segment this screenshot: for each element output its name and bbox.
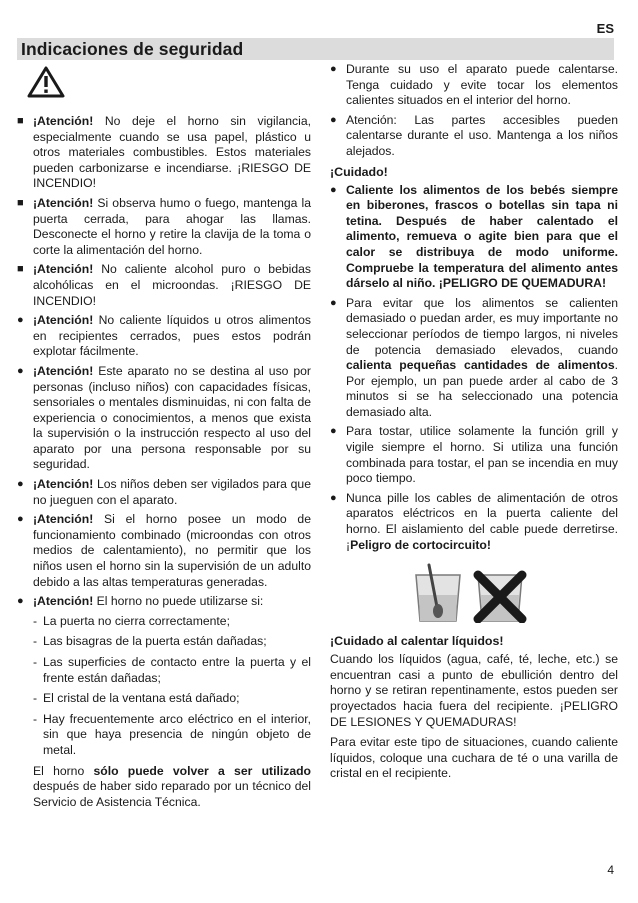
sub-list-item: - Hay frecuentemente arco eléctrico en el interior, sin que haya presencia de ningún objeto de metal. (33, 711, 311, 757)
page-title: Indicaciones de seguridad (21, 39, 244, 59)
round-bullet-icon: ● (17, 478, 24, 491)
round-bullet-icon: ● (17, 513, 24, 526)
section-header (17, 38, 614, 60)
round-bullet-icon: ● (330, 491, 337, 504)
square-bullet-icon: ■ (17, 196, 24, 209)
warning-triangle-icon (27, 66, 65, 98)
glass-crossed-out-icon (478, 575, 522, 621)
list-item: ■ ¡Atención! No caliente alcohol puro o bebidas alcohólicas en el microondas. ¡RIESGO DE INCENDIO! (17, 262, 311, 308)
sub-list-item: - El cristal de la ventana está dañado; (33, 691, 240, 706)
closing-paragraph: El horno sólo puede volver a ser utilizado después de haber sido reparado por un técnico del Servicio de Asistencia Técnica. (33, 763, 311, 809)
list-item: ● ¡Atención! Si el horno posee un modo de funcionamiento combinado (microondas con otros medios de calentamiento), no permitir que los niños usen el horno sin la supervisión de un adulto debido a las altas temperaturas generadas. (17, 512, 311, 589)
liquids-heading: ¡Cuidado al calentar líquidos! (330, 634, 504, 649)
round-bullet-icon: ● (330, 63, 337, 75)
list-item: ■ ¡Atención! Si observa humo o fuego, mantenga la puerta cerrada, para ahogar las llamas. Desconecte el horno y retire la clavija de la toma o corte la alimentación del horno. (17, 195, 311, 257)
cups-illustration (412, 561, 532, 623)
liquids-paragraph: Cuando los líquidos (agua, café, té, leche, etc.) se encuentran casi a punto de ebullición dentro del horno y se retiran repentinamente, estos pueden ser proyectados hacia fuera del recipiente. ¡PELIGRO DE LESIONES Y QUEMADURAS! (330, 652, 618, 729)
list-item: ● ¡Atención! Este aparato no se destina al uso por personas (incluso niños) con capacidades físicas, sensoriales o mentales disminuidas, ni con falta de experiencia o conocimientos, a menos que exista la supervisión o la instrucción respecto al uso del aparato por una persona responsable por su seguridad. (17, 363, 311, 472)
sub-list-item: - Las superficies de contacto entre la puerta y el frente están dañadas; (33, 655, 311, 685)
list-item: ● Nunca pille los cables de alimentación de otros aparatos eléctricos en la puerta caliente del horno. El aislamiento del cable puede derretirse. ¡Peligro de cortocircuito! (330, 490, 618, 552)
right-column (330, 62, 618, 787)
list-item: ■ ¡Atención! No deje el horno sin vigilancia, especialmente cuando se usa papel, plástico u otros materiales combustibles. Estos materiales pueden carbonizarse e incendiarse. ¡RIESGO DE INCENDIO! (17, 114, 311, 191)
list-item: ● ¡Atención! Los niños deben ser vigilados para que no jueguen con el aparato. (17, 477, 311, 507)
left-column (17, 64, 311, 810)
list-item: ● Caliente los alimentos de los bebés siempre en biberones, frascos o botellas sin tapa ni tetina. Después de haber calentado el alimento, remueva o agite bien para que el calor se distribuya de modo uniforme. Compruebe la temperatura del alimento antes dárselo al niño. ¡PELIGRO DE QUEMADURA! (330, 182, 618, 291)
round-bullet-icon: ● (17, 314, 24, 327)
square-bullet-icon: ■ (17, 115, 24, 127)
round-bullet-icon: ● (17, 595, 24, 608)
page-number: 4 (607, 863, 614, 877)
square-bullet-icon: ■ (17, 263, 24, 276)
list-item: ● Para tostar, utilice solamente la función grill y vigile siempre el horno. Si utiliza una función combinada para tostar, el pan se incendia en muy poco tiempo. (330, 424, 618, 486)
list-item: ● Durante su uso el aparato puede calentarse. Tenga cuidado y evite tocar los elementos calientes situados en el interior del horno. (330, 62, 618, 108)
round-bullet-icon: ● (17, 364, 24, 377)
sub-list-item: - Las bisagras de la puerta están dañadas; (33, 634, 267, 649)
liquids-paragraph: Para evitar este tipo de situaciones, cuando caliente líquidos, coloque una cuchara de té o una varilla de cristal en el recipiente. (330, 735, 618, 781)
list-item: ● ¡Atención! El horno no puede utilizarse si: (17, 594, 264, 609)
language-code: ES (596, 21, 614, 36)
list-item: ● Para evitar que los alimentos se calienten demasiado o puedan arder, es muy importante no seleccionar períodos de tiempo largos, ni niveles de potencia demasiado elevados, cuando calienta pequeñas cantidades de alimentos. Por ejemplo, un pan puede arder al cabo de 3 minutos si se ha seleccionado una potencia demasiado alta. (330, 295, 618, 419)
round-bullet-icon: ● (330, 113, 337, 126)
sub-list-item: - La puerta no cierra correctamente; (33, 613, 230, 628)
cuidado-heading: ¡Cuidado! (330, 164, 388, 179)
round-bullet-icon: ● (330, 425, 337, 438)
list-item: ● Atención: Las partes accesibles pueden calentarse durante el uso. Mantenga a los niños alejados. (330, 112, 618, 158)
list-item: ● ¡Atención! No caliente líquidos u otros alimentos en recipientes cerrados, pues estos podrán explotar fácilmente. (17, 313, 311, 359)
round-bullet-icon: ● (330, 183, 337, 196)
glass-with-spoon-icon (416, 565, 460, 621)
round-bullet-icon: ● (330, 296, 337, 309)
